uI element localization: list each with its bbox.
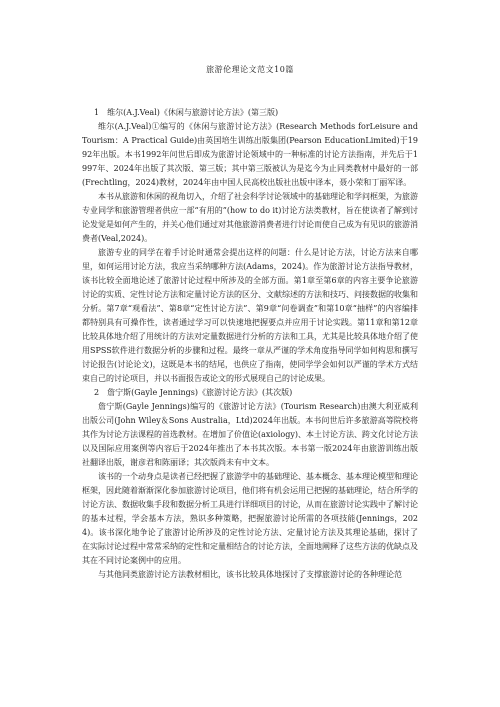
paragraph: 该书的一个动身点是读者已经把握了旅游学中的基础理论、基本概念、基本理论模型和理论框架，因此随着渐渐深化参加旅游讨论项目，他们将有机会运用已把握的基础理论，结合所学的讨论方法、数据收集手段和数据分析工具进行详细项目的讨论，从而在旅游讨论实践中了解讨论的基本过程，学会基本方法，熟识多种策略，把握旅游讨论所需的各项技能(Jennings，2024)。该书深化地争论了旅游讨论所涉及的定性讨论方法、定量讨论方法及其理论基础，探讨了在实际讨论过程中常常采纳的定性和定量相结合的讨论方法，全面地阐释了这些方法的优缺点及其在不同讨论案例中的应用。 — [82, 472, 418, 565]
paragraph: 与其他同类旅游讨论方法教材相比，该书比较具体地探讨了支撑旅游讨论的各种理论范 — [98, 570, 402, 579]
paragraph: 本书从旅游和休闲的视角切入，介绍了社会科学讨论领域中的基础理论和学问框架，为旅游专业同学和旅游管理者供应一部“有用的”(how to do it)讨论方法类教材，旨在使读者了解到讨论发觉是如何产生的，并关心他们通过对其他旅游消费者进行讨论而使自己成为有见识的旅游消费者(Veal,2024)。 — [82, 192, 418, 243]
section-heading: 1 维尔(A.J.Veal)《休闲与旅游讨论方法》(第三版) — [94, 108, 279, 117]
paragraph: 维尔(A.J.Veal)①编写的《休闲与旅游讨论方法》(Research Methods forLeisure and Tourism：A Practical Guide)由英国培生训练出版集团(Pearson EducationLimited)于1992年出版。本书1992年问世后即成为旅游讨论领域中的一种标准的讨论方法指南，并先后于1997年、2024年出版了其次版、第三版；其中第三版被认为是迄今为止同类教材中最好的一部(Frechtling，2024)教材，2024年由中国人民高校出版社出版中译本，聂小荣和丁丽军译。 — [82, 122, 418, 187]
paragraph: 旅游专业的同学在着手讨论时通常会提出这样的问题：什么是讨论方法，讨论方法来自哪里，如何运用讨论方法，我应当采纳哪种方法(Adams，2024)。作为旅游讨论方法指导教材，该书比较全面地论述了旅游讨论过程中所涉及的全部方面。第1章至第6章的内容主要争论旅游讨论的实质、定性讨论方法和定量讨论方法的区分、文献综述的方法和技巧、问接数据的收集和分析。第7章“观看法”、第8章“定性讨论方法”、第9章“问卷调查”和第10章“抽样”的内容编排都特别具有可操作性，读者通过学习可以快速地把握要点并应用于讨论实践。第11章和第12章比较具体地介绍了用统计的方法对定量数据进行分析的方法和工具，尤其是比较具体地介绍了使用SPSS软件进行数据分析的步骤和过程。最终一章从严谨的学术角度指导同学如何构思和撰写讨论报告(讨论论文)，这既是本书的结尾，也供应了指南，使同学学会如何以严谨的学术方式结束自己的讨论项目，并以书面报告或论文的形式展现自己的讨论成果。 — [82, 248, 418, 383]
section-1 — [82, 106, 418, 386]
document-title: 旅游伦理论文范文10篇 — [206, 65, 294, 74]
section-heading: 2 詹宁斯(Gayle Jennings)《旅游讨论方法》(其次版) — [94, 388, 293, 397]
paragraph: 詹宁斯(Gayle Jennings)编写的《旅游讨论方法》(Tourism Research)由澳大利亚威利出版公司(John Wiley＆Sons Australia，Ltd)2024年出版。本书问世后许多旅游高等院校将其作为讨论方法课程的首选教材。在增加了价值论(axiology)、本土讨论方法、跨文化讨论方法以及国际应用案例等内容后于2024年推出了本书其次版。本书第一版2024年由旅游训练出版社翻译出版，谢彦君和陈丽译；其次版尚未有中文本。 — [82, 402, 418, 467]
section-2 — [82, 386, 418, 582]
